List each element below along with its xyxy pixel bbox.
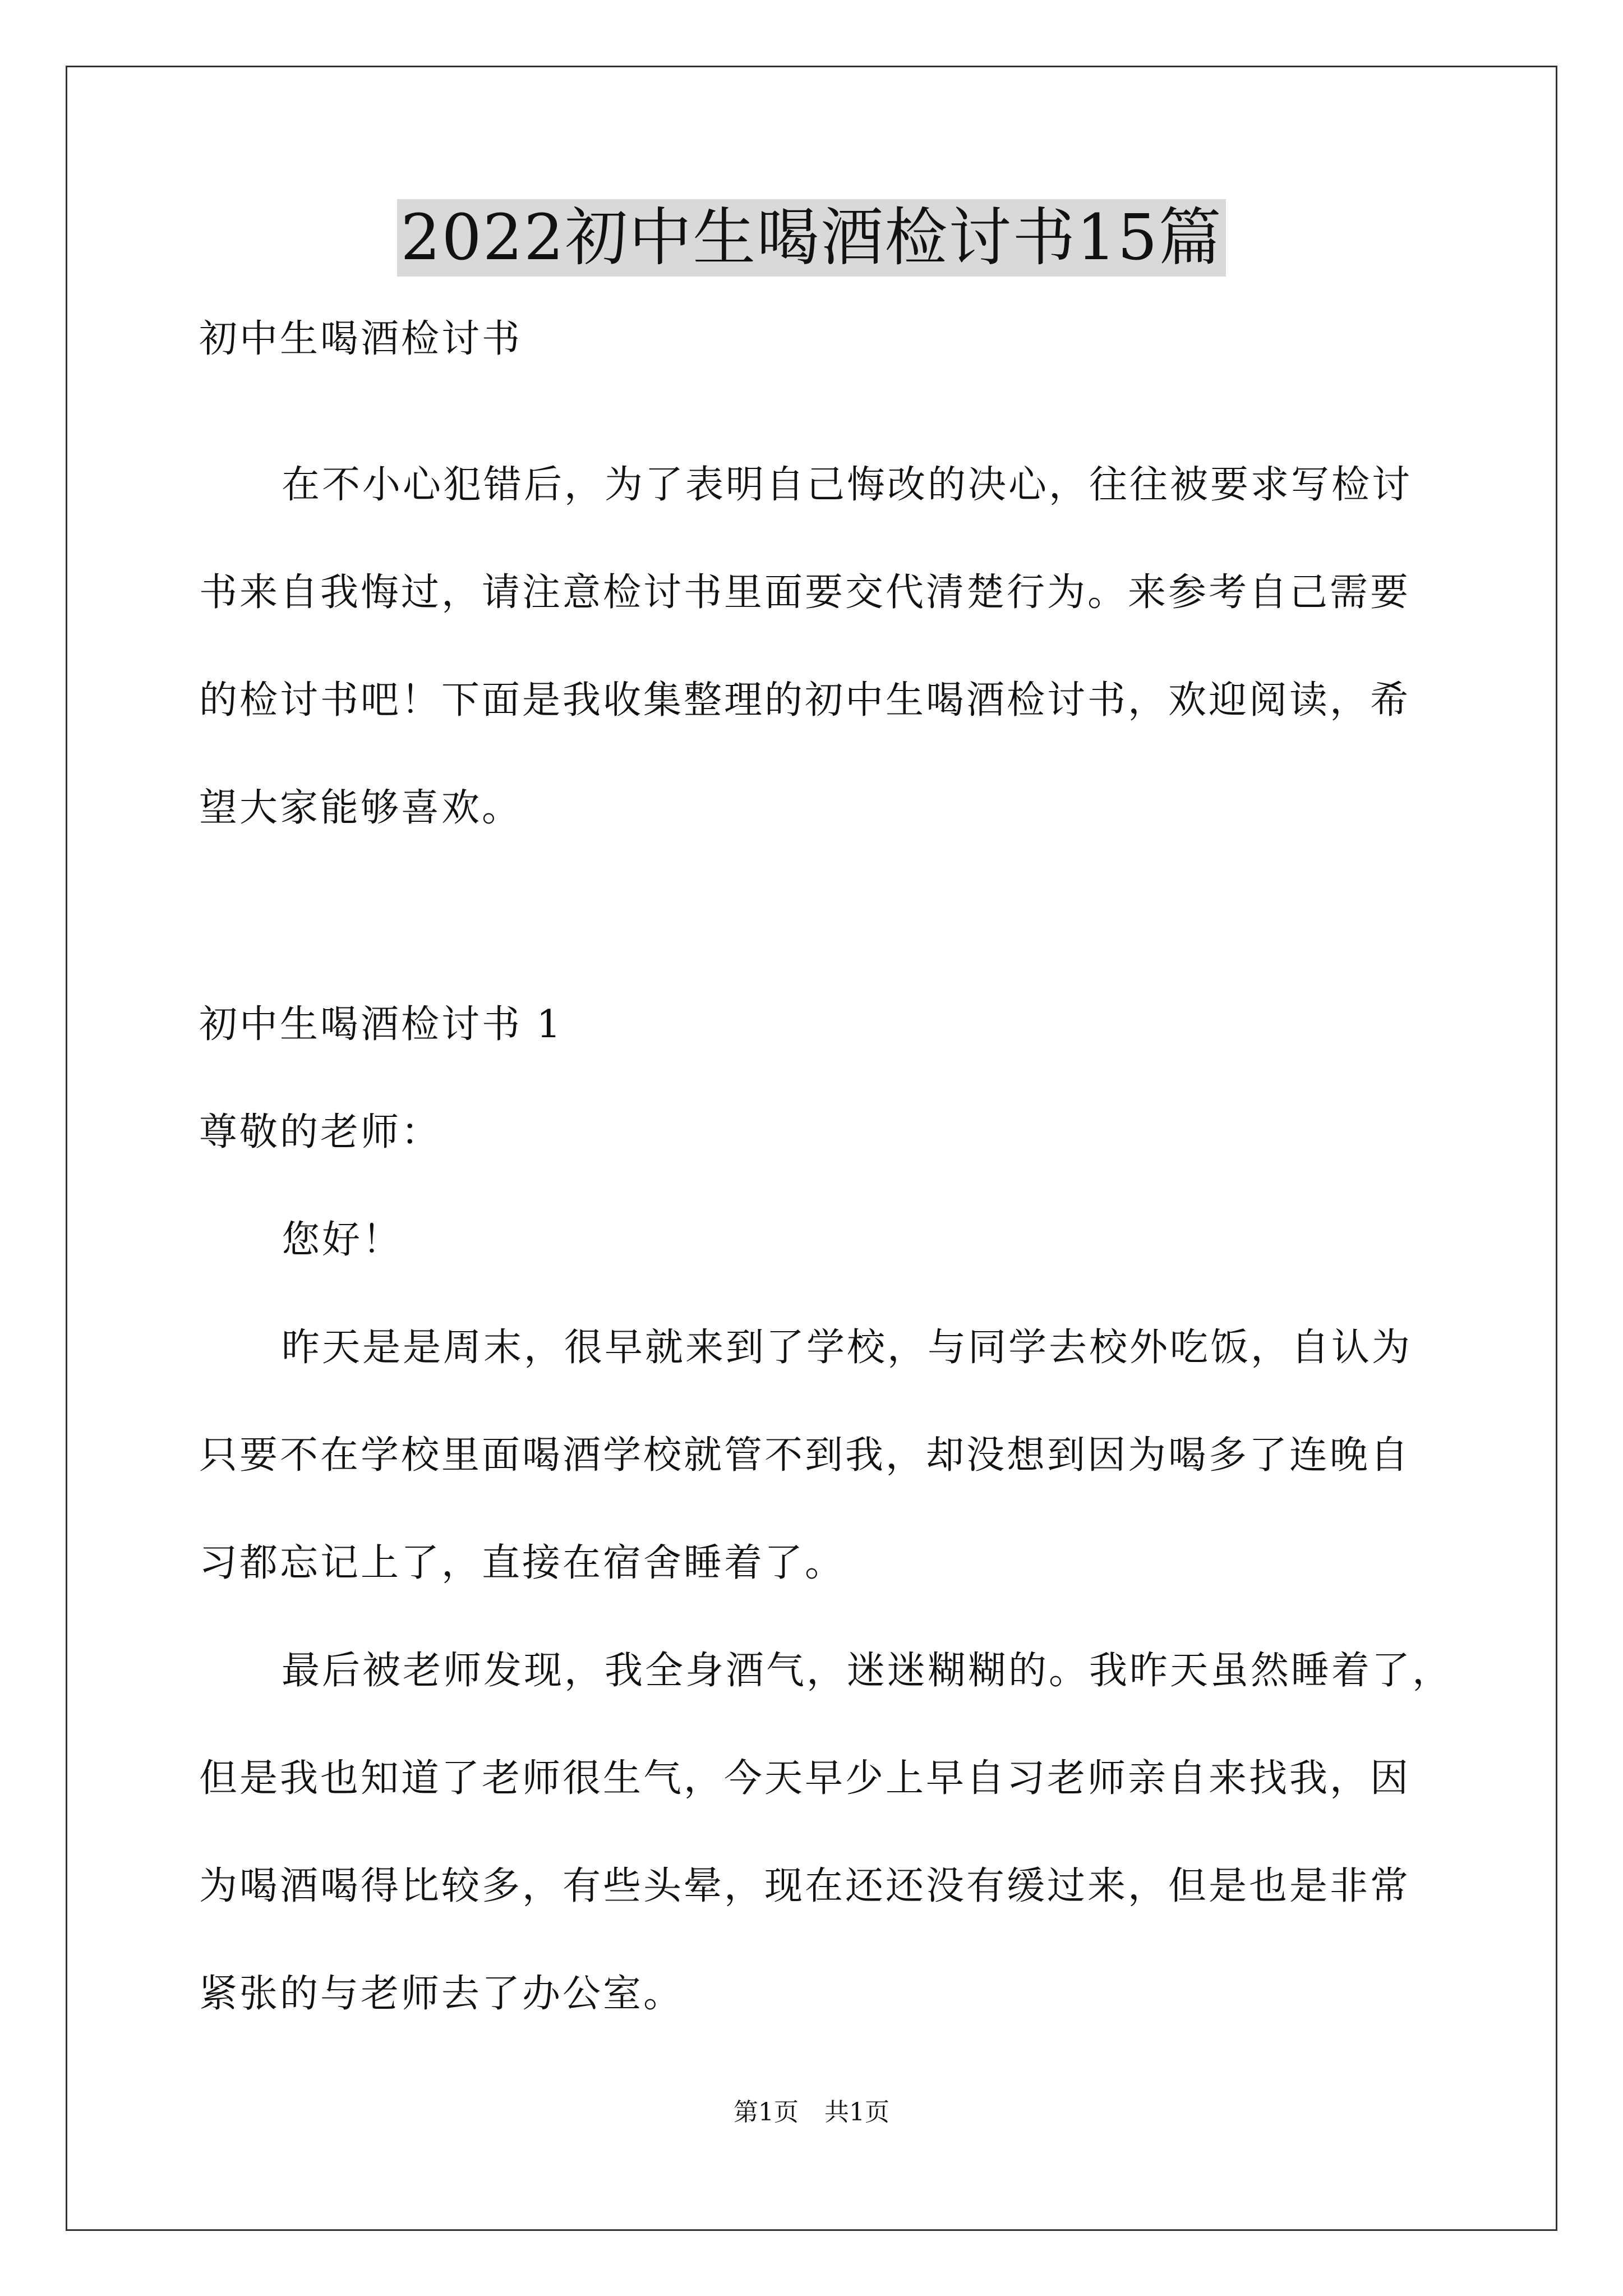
paragraph-line: 只要不在学校里面喝酒学校就管不到我，却没想到因为喝多了连晚自 <box>199 1433 1411 1478</box>
paragraph-line: 书来自我悔过，请注意检讨书里面要交代清楚行为。来参考自己需要 <box>199 570 1411 615</box>
page-total: 共1页 <box>824 2098 889 2127</box>
paragraph-line: 为喝酒喝得比较多，有些头晕，现在还还没有缓过来，但是也是非常 <box>199 1864 1411 1908</box>
paragraph-line: 的检讨书吧！下面是我收集整理的初中生喝酒检讨书，欢迎阅读，希 <box>199 678 1411 723</box>
paragraph-line: 昨天是是周末，很早就来到了学校，与同学去校外吃饭，自认为 <box>282 1326 1413 1370</box>
page-footer <box>0 2097 1623 2128</box>
document-title: 2022初中生喝酒检讨书15篇 <box>397 199 1226 277</box>
letter-heading: 初中生喝酒检讨书 1 <box>199 1002 563 1047</box>
paragraph-line: 望大家能够喜欢。 <box>199 786 523 830</box>
paragraph-line: 习都忘记上了，直接在宿舍睡着了。 <box>199 1541 846 1585</box>
paragraph-line: 但是我也知道了老师很生气，今天早少上早自习老师亲自来找我，因 <box>199 1756 1411 1801</box>
title-container <box>0 199 1623 277</box>
section-heading: 初中生喝酒检讨书 <box>199 317 523 361</box>
paragraph-line: 最后被老师发现，我全身酒气，迷迷糊糊的。我昨天虽然睡着了， <box>282 1649 1453 1693</box>
greeting: 您好！ <box>282 1218 403 1262</box>
paragraph-line: 紧张的与老师去了办公室。 <box>199 1972 684 2016</box>
salutation: 尊敬的老师： <box>199 1110 442 1154</box>
paragraph-line: 在不小心犯错后，为了表明自己悔改的决心，往往被要求写检讨 <box>282 463 1413 507</box>
page-number: 第1页 <box>734 2098 799 2127</box>
